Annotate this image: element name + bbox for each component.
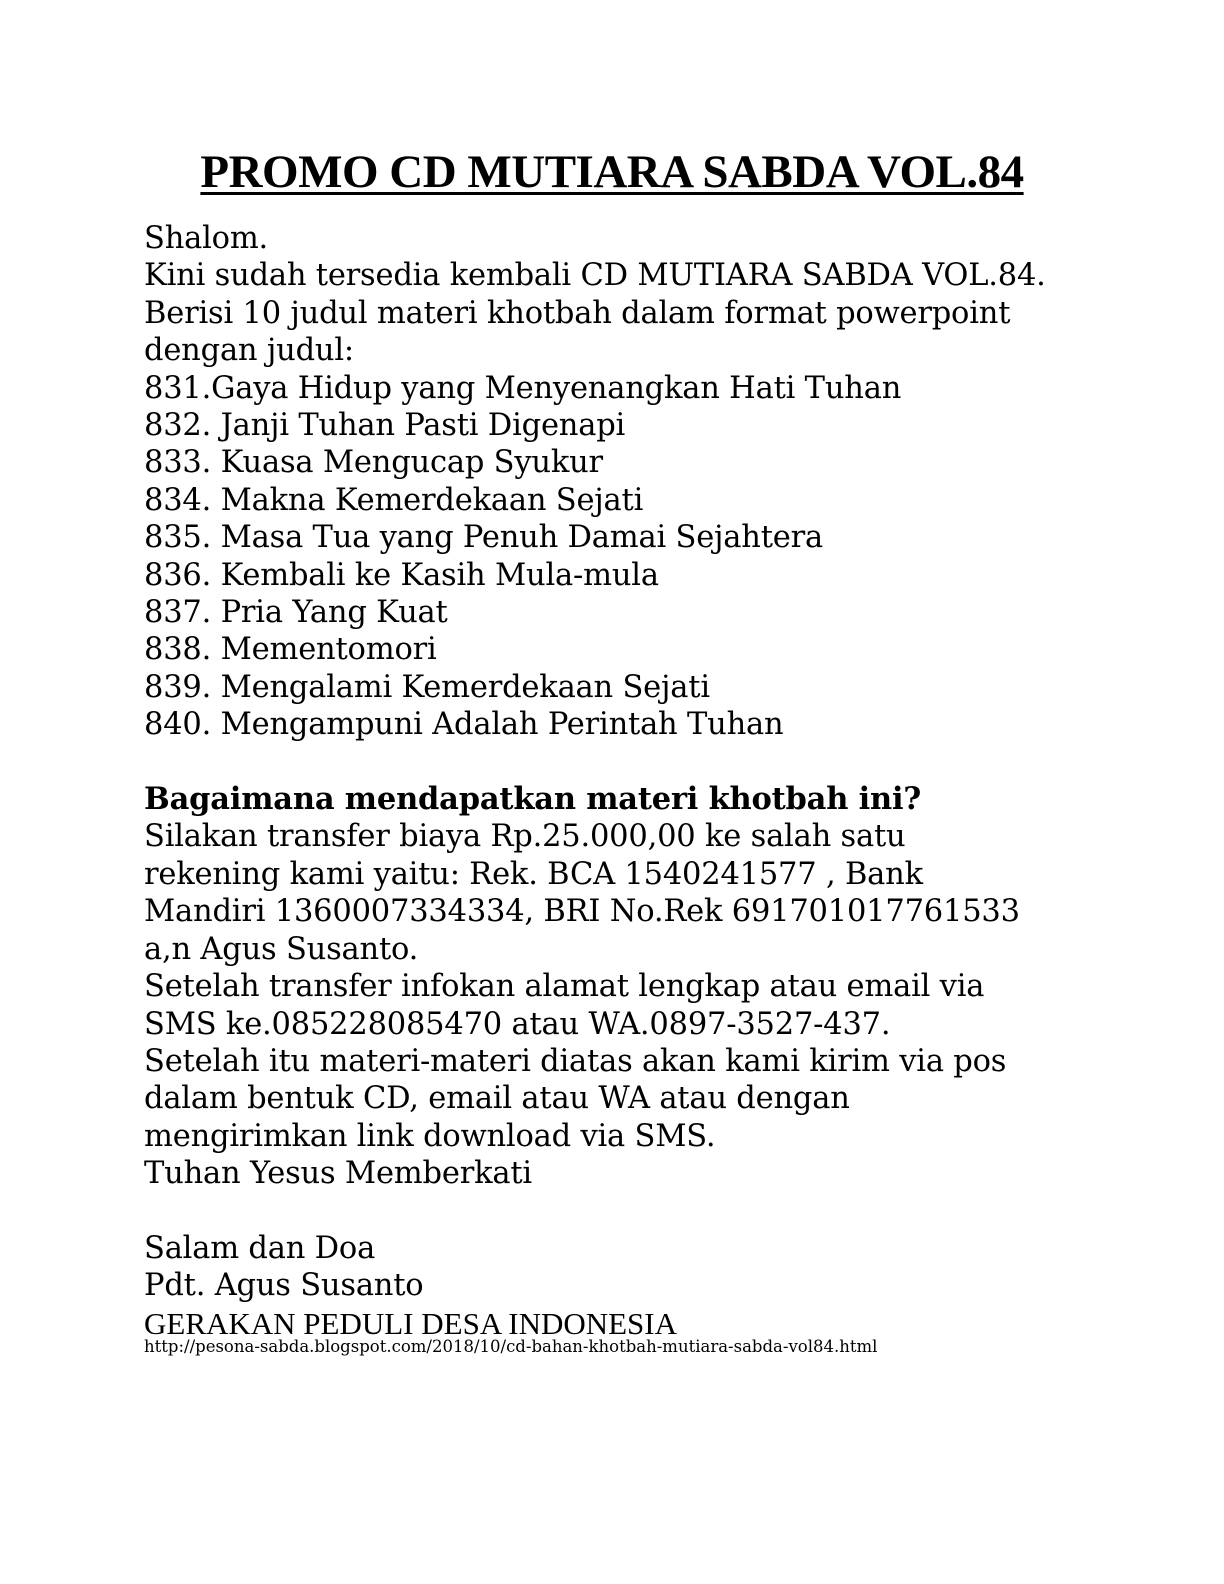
howto-heading: Bagaimana mendapatkan materi khotbah ini?	[144, 781, 922, 818]
howto-line: Setelah itu materi-materi diatas akan kami kirim via pos	[144, 1043, 1007, 1079]
list-item: 831.Gaya Hidup yang Menyenangkan Hati Tuhan	[144, 370, 902, 406]
howto-line: rekening kami yaitu: Rek. BCA 1540241577 , Bank	[144, 856, 923, 892]
howto-line: mengirimkan link download via SMS.	[144, 1118, 716, 1154]
list-item: 837. Pria Yang Kuat	[144, 595, 448, 631]
howto-line: SMS ke.085228085470 atau WA.0897-3527-437.	[144, 1006, 891, 1042]
list-item: 838. Mementomori	[144, 632, 437, 668]
intro-line: Kini sudah tersedia kembali CD MUTIARA SABDA VOL.84.	[144, 258, 1046, 294]
howto-line: Tuhan Yesus Memberkati	[144, 1156, 532, 1192]
spacer	[144, 1193, 1144, 1230]
howto-line: a,n Agus Susanto.	[144, 931, 419, 967]
spacer	[144, 744, 1144, 781]
signer-name: Pdt. Agus Susanto	[144, 1268, 424, 1304]
list-item: 836. Kembali ke Kasih Mula-mula	[144, 557, 659, 593]
list-item: 832. Janji Tuhan Pasti Digenapi	[144, 408, 626, 444]
list-item: 835. Masa Tua yang Penuh Damai Sejahtera	[144, 520, 824, 556]
list-item: 833. Kuasa Mengucap Syukur	[144, 445, 603, 481]
intro-line: dengan judul:	[144, 333, 354, 369]
list-item: 840. Mengampuni Adalah Perintah Tuhan	[144, 707, 784, 743]
howto-line: Setelah transfer infokan alamat lengkap atau email via	[144, 969, 985, 1005]
page-title: PROMO CD MUTIARA SABDA VOL.84	[200, 146, 1024, 198]
document-body	[144, 220, 1144, 1342]
closing-text: Salam dan Doa	[144, 1230, 376, 1266]
sermon-title-list	[144, 370, 1144, 744]
list-item: 839. Mengalami Kemerdekaan Sejati	[144, 669, 710, 705]
howto-line: dalam bentuk CD, email atau WA atau dengan	[144, 1081, 850, 1117]
signature-block	[144, 1230, 1144, 1342]
source-url: http://pesona-sabda.blogspot.com/2018/10/cd-bahan-khotbah-mutiara-sabda-vol84.html	[144, 1337, 878, 1356]
list-item: 834. Makna Kemerdekaan Sejati	[144, 482, 644, 518]
howto-line: Mandiri 1360007334334, BRI No.Rek 691701017761533	[144, 894, 1020, 930]
intro-line: Berisi 10 judul materi khotbah dalam format powerpoint	[144, 295, 1011, 331]
greeting: Shalom.	[144, 221, 269, 256]
howto-line: Silakan transfer biaya Rp.25.000,00 ke salah satu	[144, 819, 906, 855]
organization-name: GERAKAN PEDULI DESA INDONESIA	[144, 1305, 678, 1341]
howto-section	[144, 818, 1144, 1192]
